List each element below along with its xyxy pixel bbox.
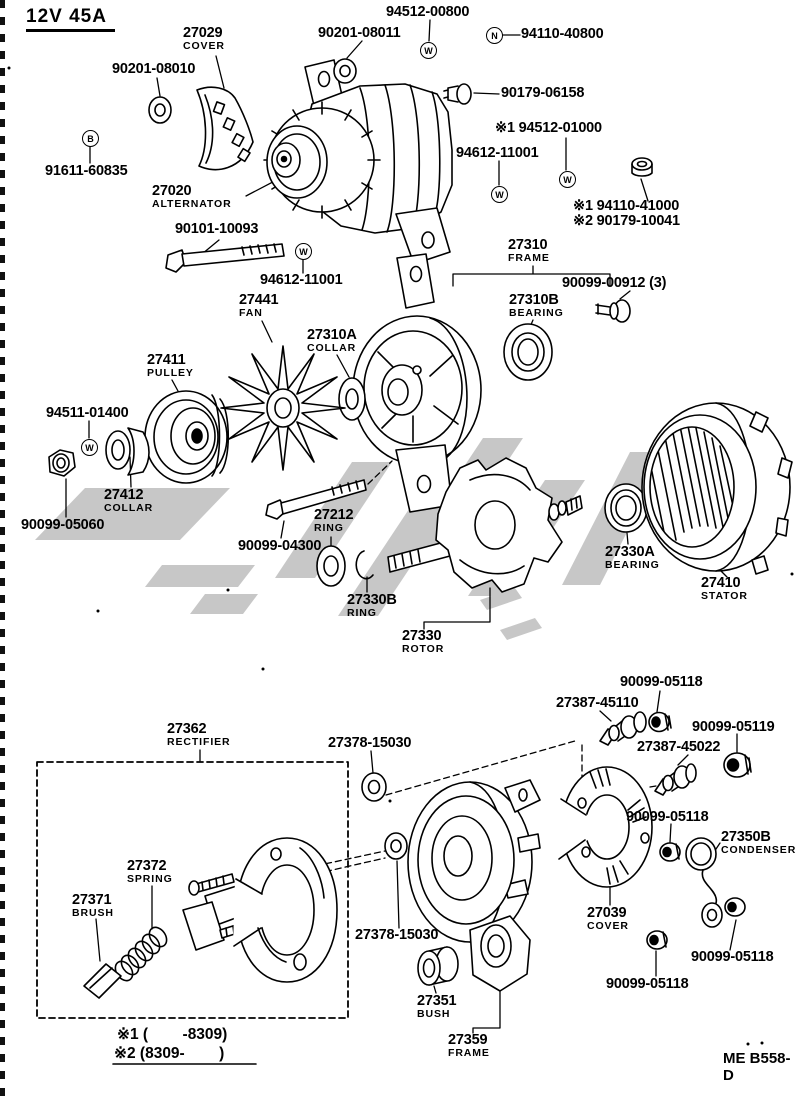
nut-marker-n: N: [486, 27, 503, 44]
part-bolt-90101-10093: [166, 244, 284, 272]
bolt-marker-b: B: [82, 130, 99, 147]
part-label-27330a: 27330A BEARING: [605, 544, 660, 571]
part-brush-holder-assembly: [183, 838, 337, 982]
part-pulley-27411: [145, 391, 228, 483]
part-label-27351: 27351 BUSH: [417, 993, 457, 1020]
footnote-2: ※2 (8309- ): [114, 1045, 225, 1062]
part-bush-27351: [418, 947, 458, 985]
part-label-27350b: 27350B CONDENSER: [721, 829, 797, 856]
part-label-27387-45110: 27387-45110: [556, 695, 639, 711]
part-label-94512-00800: 94512-00800: [386, 4, 470, 20]
part-nut-90099-05119: [724, 753, 751, 777]
part-label-90099-05118-4: 90099-05118: [606, 976, 689, 992]
washer-marker-w-5: W: [81, 439, 98, 456]
part-label-27378-15030-a: 27378-15030: [328, 735, 412, 751]
part-label-27410: 27410 STATOR: [701, 575, 748, 602]
part-washer-90201-08011: [334, 59, 356, 83]
part-fan-27441: [221, 346, 345, 470]
part-label-90201-08011: 90201-08011: [318, 25, 401, 41]
part-label-90099-00912: 90099-00912 (3): [562, 275, 667, 291]
part-label-90101-10093: 90101-10093: [175, 221, 259, 237]
part-bolt-90179-06158: [444, 84, 471, 104]
washer-marker-w-2: W: [559, 171, 576, 188]
part-nut-90099-05118-a: [649, 713, 671, 732]
part-label-27039: 27039 COVER: [587, 905, 629, 932]
part-label-94512-01000: ※1 94512-01000: [495, 120, 602, 136]
part-label-27412: 27412 COLLAR: [104, 487, 154, 514]
part-label-27378-15030-b: 27378-15030: [355, 927, 439, 943]
part-label-27310a: 27310A COLLAR: [307, 327, 357, 354]
part-terminal-27387-45022: [655, 764, 696, 795]
part-grommet-27378-15030-b: [385, 833, 407, 859]
part-stator-27410: [642, 403, 792, 574]
part-label-27330: 27330 ROTOR: [402, 628, 445, 655]
part-washer-90201-08010: [149, 97, 171, 123]
part-label-27310: 27310 FRAME: [508, 237, 550, 264]
part-collar-27412: [106, 428, 149, 475]
part-label-90201-08010: 90201-08010: [112, 61, 196, 77]
part-collar-27310a: [339, 378, 365, 420]
part-label-94511-01400: 94511-01400: [46, 405, 129, 421]
part-nut-94110-41000: [632, 158, 652, 176]
part-label-90099-05118-2: 90099-05118: [626, 809, 709, 825]
part-label-27441: 27441 FAN: [239, 292, 279, 319]
part-label-27372: 27372 SPRING: [127, 858, 173, 885]
part-label-90099-05118-1: 90099-05118: [620, 674, 703, 690]
part-label-90099-04300: 90099-04300: [238, 538, 322, 554]
part-label-27212: 27212 RING: [314, 507, 354, 534]
diagram-title: 12V 45A: [26, 6, 115, 32]
part-bearing-27310b: [504, 324, 552, 380]
part-label-90099-05060: 90099-05060: [21, 517, 105, 533]
part-nut-90099-05118-b: [660, 843, 680, 861]
part-label-27330b: 27330B RING: [347, 592, 397, 619]
part-label-94612-11001-b: 94612-11001: [260, 272, 343, 288]
part-alternator-27020: [264, 60, 452, 264]
part-label-94110-41000: ※1 94110-41000 ※2 90179-10041: [573, 198, 680, 229]
part-label-27310b: 27310B BEARING: [509, 292, 564, 319]
part-label-27371: 27371 BRUSH: [72, 892, 114, 919]
part-label-94110-40800: 94110-40800: [521, 26, 604, 42]
part-label-27359: 27359 FRAME: [448, 1032, 490, 1059]
part-nut-90099-05060: [49, 450, 75, 476]
part-label-27387-45022: 27387-45022: [637, 739, 721, 755]
part-screw-90099-00912: [596, 300, 630, 322]
part-label-27411: 27411 PULLEY: [147, 352, 194, 379]
part-label-90099-05119: 90099-05119: [692, 719, 775, 735]
part-bearing-27330a: [605, 484, 647, 532]
washer-marker-w-1: W: [420, 42, 437, 59]
part-label-94612-11001-a: 94612-11001: [456, 145, 539, 161]
document-reference-code: ME B558-D: [723, 1050, 791, 1084]
washer-marker-w-4: W: [295, 243, 312, 260]
part-cover-27039: [556, 767, 652, 887]
part-cover-27029: [197, 87, 253, 169]
part-label-90099-05118-3: 90099-05118: [691, 949, 774, 965]
part-label-27029: 27029 COVER: [183, 25, 225, 52]
washer-marker-w-3: W: [491, 186, 508, 203]
part-label-27362: 27362 RECTIFIER: [167, 721, 231, 748]
part-nut-90099-05118-c: [647, 931, 667, 949]
part-label-91611-60835: 91611-60835: [45, 163, 128, 179]
part-grommet-27378-15030-a: [362, 773, 386, 801]
part-label-90179-06158: 90179-06158: [501, 85, 585, 101]
part-label-27020: 27020 ALTERNATOR: [152, 183, 232, 210]
footnote-1: ※1 ( -8309): [117, 1026, 228, 1043]
